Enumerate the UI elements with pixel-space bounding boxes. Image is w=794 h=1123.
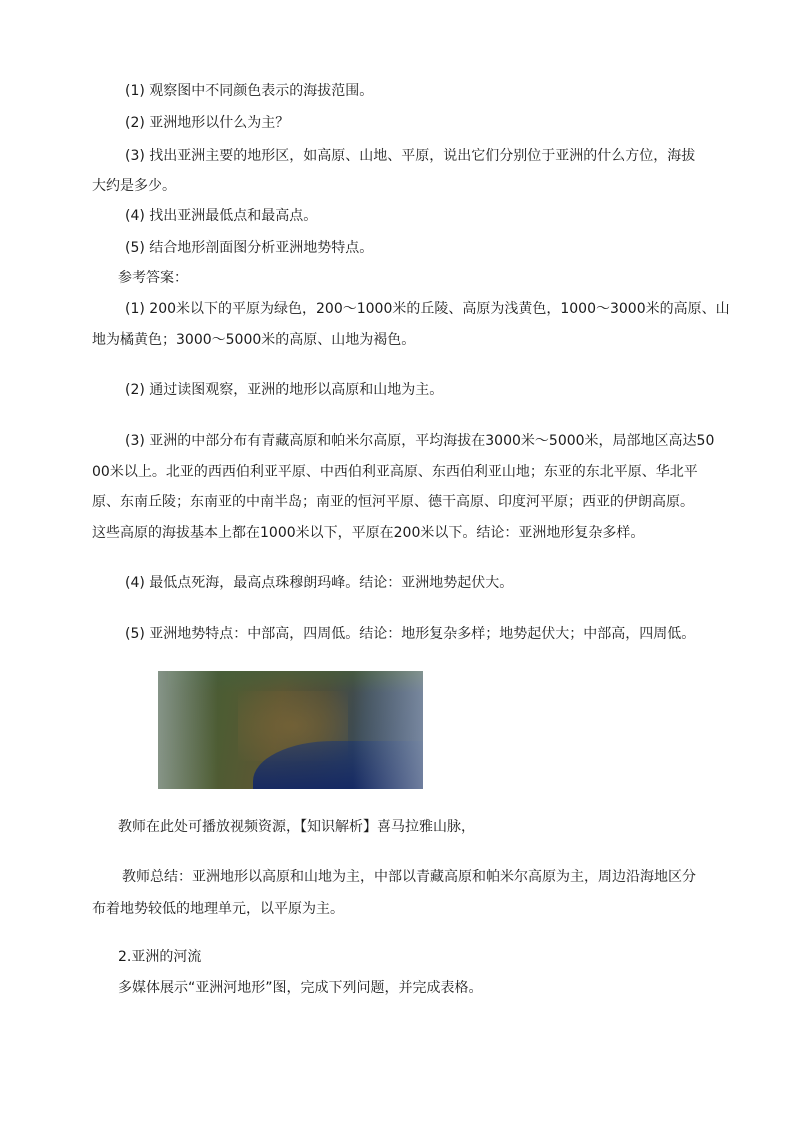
video-note: 教师在此处可播放视频资源，【知识解析】喜马拉雅山脉， xyxy=(118,819,475,835)
satellite-image xyxy=(158,671,423,789)
section-intro: 多媒体展示“亚洲河地形”图，完成下列问题，并完成表格。 xyxy=(118,980,483,996)
answer-3-cont-1: 00米以上。北亚的西西伯利亚平原、中西伯利亚高原、东西伯利亚山地；东亚的东北平原、华北平 xyxy=(92,464,698,480)
answer-1: (1) 200米以下的平原为绿色，200～1000米的丘陵、高原为浅黄色，1000～3000米的高原、山 xyxy=(125,301,730,317)
question-4: (4) 找出亚洲最低点和最高点。 xyxy=(125,208,318,224)
answer-heading: 参考答案： xyxy=(118,270,188,286)
section-title: 2.亚洲的河流 xyxy=(118,949,202,965)
teacher-summary-cont: 布着地势较低的地理单元，以平原为主。 xyxy=(92,901,344,917)
answer-4: (4) 最低点死海，最高点珠穆朗玛峰。结论：亚洲地势起伏大。 xyxy=(125,575,514,591)
answer-3: (3) 亚洲的中部分布有青藏高原和帕米尔高原，平均海拔在3000米～5000米，局部地区高达50 xyxy=(125,433,715,449)
answer-2: (2) 通过读图观察，亚洲的地形以高原和山地为主。 xyxy=(125,382,444,398)
question-5: (5) 结合地形剖面图分析亚洲地势特点。 xyxy=(125,240,374,256)
answer-3-cont-3: 这些高原的海拔基本上都在1000米以下，平原在200米以下。结论：亚洲地形复杂多样。 xyxy=(92,525,645,541)
question-3-cont: 大约是多少。 xyxy=(92,178,176,194)
answer-3-cont-2: 原、东南丘陵；东南亚的中南半岛；南亚的恒河平原、德干高原、印度河平原；西亚的伊朗高原。 xyxy=(92,494,694,510)
question-1: (1) 观察图中不同颜色表示的海拔范围。 xyxy=(125,83,374,99)
answer-5: (5) 亚洲地势特点：中部高，四周低。结论：地形复杂多样；地势起伏大；中部高，四周低。 xyxy=(125,626,696,642)
answer-1-cont: 地为橘黄色；3000～5000米的高原、山地为褐色。 xyxy=(92,332,416,348)
teacher-summary: 教师总结：亚洲地形以高原和山地为主，中部以青藏高原和帕米尔高原为主，周边沿海地区分 xyxy=(122,869,696,885)
question-2: (2) 亚洲地形以什么为主？ xyxy=(125,115,290,131)
question-3: (3) 找出亚洲主要的地形区，如高原、山地、平原，说出它们分别位于亚洲的什么方位，海拔 xyxy=(125,148,696,164)
